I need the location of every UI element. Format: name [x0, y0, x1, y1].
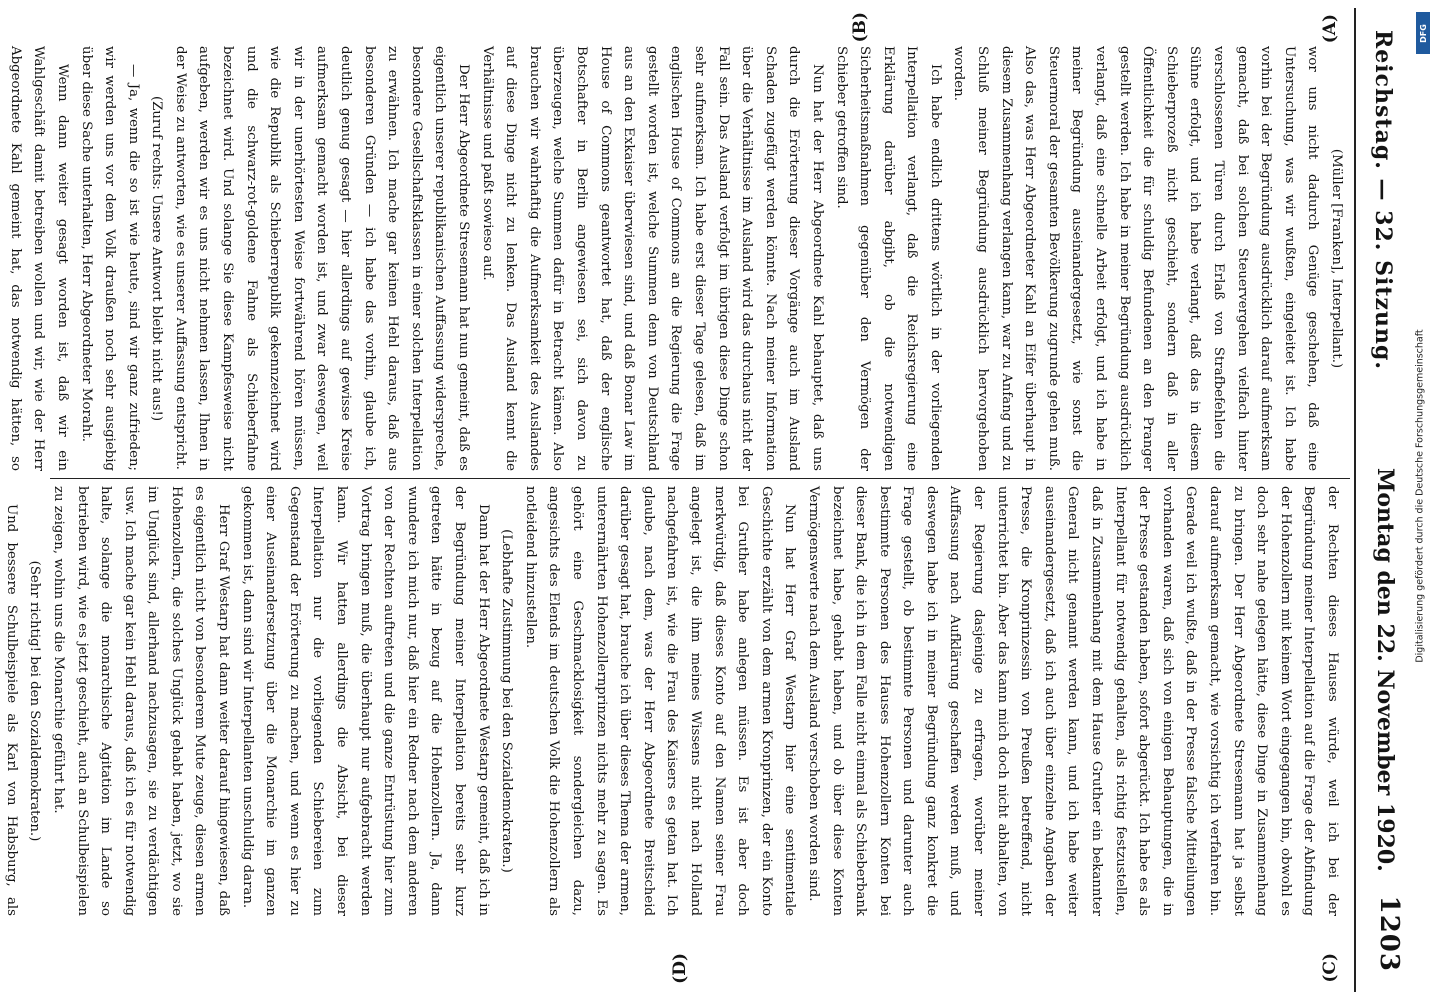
margin-marker-d: (D) [670, 953, 690, 984]
paragraph: Nun hat der Herr Abgeordnete Kahl behauptet, daß uns durch die Erörterung dieser Vorgänge auch im Ausland Schaden zugefügt werden könnte. Nach meiner Information über die Verhältnisse im Ausland wird das durchaus nicht der Fall sein. Das Ausland verfolgt im übrigen diese Dinge schon sehr aufmerksam. Ich habe erst dieser Tage gelesen, daß im englischen House of Commons an die Regierung die Frage gestellt worden ist, welche Summen denn von Deutschland aus an den Exkaiser überwiesen sind, und daß Bonar Law im House of Commons geantwortet hat, daß der englische Botschafter in Berlin angewiesen sei, sich davon zu überzeugen, welche Summen dafür in Betracht kämen. Also brauchen wir wahrhaftig die Aufmerksamkeit des Auslandes auf diese Dinge nicht zu lenken. Das Ausland kennt die Verhältnisse und paßt sowieso auf. [479, 46, 825, 471]
page-header [1354, 8, 1410, 992]
text-column-left [0, 46, 1348, 471]
paragraph: Ich habe endlich drittens wörtlich in der vorliegenden Interpellation verlangt, daß die Reichsregierung eine Erklärung darüber abgibt, ob die notwendigen Sicherheitsmaßnahmen gegenüber den Vermögen der Schieber getroffen sind. [833, 46, 943, 471]
text-column-right [0, 486, 1344, 916]
reichstag-protocol-page [3, 8, 1410, 992]
applause-note: (Sehr richtig! bei den Sozialdemokraten.) [27, 560, 43, 842]
column-divider [50, 478, 1350, 479]
paragraph: Wenn dann weiter gesagt worden ist, daß wir ein Wahlgeschäft damit betreiben wollen und wir, wie der Herr Abgeordnete Kahl gemeint hat, das notwendig hätten, so [7, 46, 70, 471]
paragraph: Dann hat der Herr Abgeordnete Westarp gemeint, daß ich in der Begründung meiner Interpellation bereits sehr kurz getreten hätte in bezug auf die Hohenzollern. Ja, dann wundere ich mich nur, daß hier ein Redner nach dem anderen von der Rechten auftreten und die ganze Entrüstung hier zum Vortrag bringen muß, die überhaupt nur aufgebracht werden kann. Wir hatten allerdings die Absicht, bei dieser Interpellation nur die vorliegenden Schiebereien zum Gegenstand der Erörterung zu machen, und wenn es hier zu einer Auseinandersetzung über die Monarchie im ganzen gekommen ist, dann sind wir Interpellanten unschuldig daran. [239, 486, 491, 916]
paragraph: Herr Graf Westarp hat dann weiter darauf hingewiesen, daß es eigentlich nicht von besonderem Mute zeuge, diesen armen Hohenzollern, die solches Unglück gehabt haben, jetzt, wo sie im Unglück sind, allerhand nachzusagen, sie zu verdächtigen usw. Ich mache gar kein Hehl daraus, daß ich es für notwendig halte, solange die monarchische Agitation im Lande so betrieben wird, wie es jetzt geschieht, auch an Schulbeispielen zu zeigen, wohin uns die Monarchie geführt hat. [50, 486, 232, 916]
paragraph: Nun hat Herr Graf Westarp hier eine sentimentale Geschichte erzählt von dem armen Kronprinzen, der ein Konto bei Gruther habe anlegen müssen. Es ist aber doch merkwürdig, daß dieses Konto auf den Namen seiner Frau angelegt ist, die ihm meines Wissens nicht nach Holland nachgefahren ist, wie die Frau des Kaisers es getan hat. Ich glaube, nach dem, was der Herr Abgeordnete Breitscheid darüber gesagt hat, brauche ich über dieses Thema der armen, unterernährten Hohenzollernprinzen nichts mehr zu sagen. Es gehört eine Geschmacklosigkeit sondergleichen dazu, angesichts des Elends im deutschen Volk die Hohenzollern als notleidend hinzustellen. [522, 486, 798, 916]
margin-marker-c: (C) [1320, 953, 1340, 983]
page-number: 1203 [1374, 895, 1404, 972]
paragraph: der Rechten dieses Hauses würde, weil ich bei der Begründung meiner Interpellation auf die Frage der Abfindung der Hohenzollern mit keinem Wort eingegangen bin, obwohl es doch sehr nahe gelegen hätte, diese Dinge in Zusammenhang zu bringen. Der Herr Abgeordnete Stresemann hat ja selbst darauf aufmerksam gemacht, wie vorsichtig ich verfahren bin. Gerade weil ich wußte, daß in der Presse falsche Mitteilungen vorhanden waren, daß sich von einigen Behauptungen, die in der Presse gestanden haben, sofort abgerückt. Ich habe es als Interpellant für notwendig gehalten, als richtig festzustellen, daß in Zusammenhang mit dem Hause Gruther ein bekannter General nicht genannt werden kann, und ich habe weiter auseinandergesetzt, daß ich auch über einzelne Angaben der Presse, die Kronprinzessin von Preußen betreffend, nicht unterrichtet bin. Aber das kann mich doch nicht abhalten, von der Regierung dasjenige zu erfragen, worüber meiner Auffassung nach Aufklärung geschaffen werden muß, und deswegen habe ich in meiner Begründung ganz konkret die Frage gestellt, ob bestimmte Personen und darunter auch bestimmte Personen des Hauses Hohenzollern Konten bei dieser Bank, die ich in dem Falle nicht einmal als Schieberbank bezeichnet habe, gehabt haben, und ob über diese Konten Vermögenswerte nach dem Ausland verschoben worden sind. [805, 486, 1340, 916]
scanned-page-stage [3, 6, 1412, 994]
interjection: (Zuruf rechts: Unsere Antwort bleibt nicht aus!) [149, 95, 165, 422]
paragraph: wor uns nicht dadurch Genüge geschehen, daß eine Untersuchung, was wir wußten, eingeleitet ist. Ich habe vorhin bei der Begründung ausdrücklich darauf aufmerksam gemacht, daß bei solchen Steuervergehen vielfach hinter verschlossenen Türen durch Erlaß von Strafbefehlen die Sühne erfolgt, und ich habe verlangt, daß das in diesem Schieberprozeß nicht geschieht, sondern daß in aller Öffentlichkeit die für schuldig Befundenen an den Pranger gestellt werden. Ich habe in meiner Begründung ausdrücklich verlangt, daß eine schnelle Arbeit erfolgt, und ich habe in meiner Begründung auseinandergesetzt, wie sonst die Steuermoral der gesamten Bevölkerung zugrunde gehen muß. Also das, was Herr Abgeordneter Kahl an Eifer überhaupt in diesem Zusammenhang verlangen kann, war zu Anfang und zu Schluß meiner Begründung ausdrücklich hervorgehoben worden. [951, 46, 1321, 471]
paragraph: Und bessere Schulbeispiele als Karl von Habsburg, als [3, 504, 19, 916]
speaker-heading: (Müller [Franken], Interpellant.) [1329, 148, 1344, 369]
header-session: Reichstag. — 32. Sitzung. [1370, 30, 1396, 371]
dfg-logo-text: DFG [1418, 23, 1428, 43]
applause-note: (Lebhafte Zustimmung bei den Sozialdemokraten.) [499, 529, 515, 873]
margin-marker-b: (B) [850, 12, 870, 43]
dfg-logo [1416, 12, 1430, 54]
paragraph: — Ja, wenn die so ist wie heute, sind wir ganz zufrieden; wir werden uns vor dem Volk draußen noch sehr ausgiebig über diese Sache unterhalten, Herr Abgeordneter Moraht. [78, 46, 141, 471]
paragraph: Der Herr Abgeordnete Stresemann hat nun gemeint, daß es eigentlich unserer republikanischen Auffassung widerspreche, besondere Gesellschaftsklassen in einer solchen Interpellation zu erwähnen. Ich mache gar keinen Hehl daraus, daß aus besonderen Gründen — ich habe das vorhin, glaube ich, deutlich genug gesagt — hier allerdings auf gewisse Kreise aufmerksam gemacht worden ist, und zwar deswegen, weil wir in der unerhörtesten Weise fortwährend hören müssen, wie die Republik als Schieberrepublik gekennzeichnet wird und die schwarz-rot-goldene Fahne als Schieberfahne bezeichnet wird. Und solange Sie diese Kampfesweise nicht aufgeben, werden wir es uns nicht nehmen lassen, Ihnen in der Weise zu antworten, wie es unserer Auffassung entspricht. [172, 46, 472, 471]
digitization-credit [1408, 6, 1432, 986]
digitization-text: Digitalisierung gefördert durch die Deutsche Forschungsgemeinschaft [1414, 329, 1426, 663]
header-date: Montag den 22. November 1920. [1372, 468, 1398, 872]
margin-marker-a: (A) [1320, 14, 1340, 44]
